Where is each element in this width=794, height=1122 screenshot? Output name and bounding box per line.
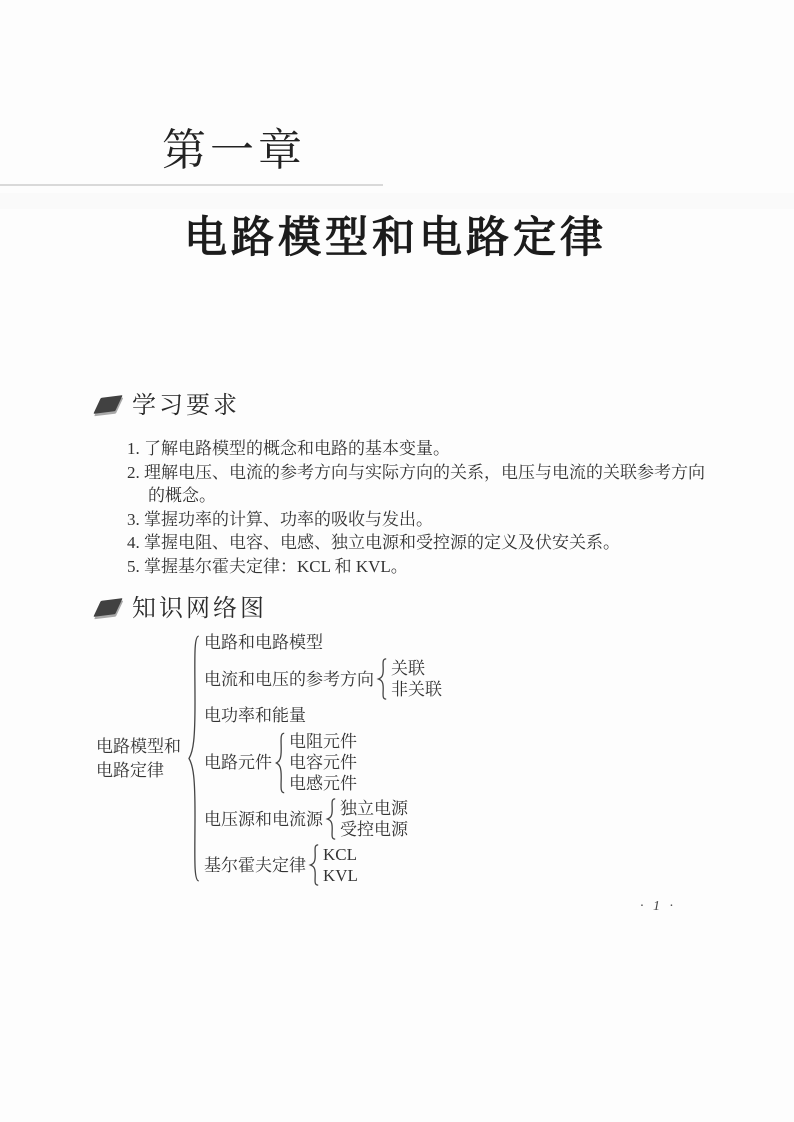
requirement-item: 4. 掌握电阻、电容、电感、独立电源和受控源的定义及伏安关系。 bbox=[127, 533, 620, 552]
brace-icon bbox=[376, 658, 388, 700]
section-title-requirements: 学习要求 bbox=[132, 393, 240, 419]
chapter-divider bbox=[0, 184, 383, 186]
section-header-requirements bbox=[97, 385, 240, 420]
knowledge-network-diagram bbox=[96, 631, 442, 886]
branch-label: 基尔霍夫定律 bbox=[204, 855, 306, 875]
diagram-branches bbox=[201, 631, 442, 886]
diagram-root-line: 电路定律 bbox=[96, 760, 164, 780]
brace-icon bbox=[325, 798, 337, 840]
diagram-branch bbox=[204, 631, 442, 654]
branch-label: 电流和电压的参考方向 bbox=[204, 669, 374, 689]
branch-label: 电压源和电流源 bbox=[204, 809, 323, 829]
branch-label: 电功率和能量 bbox=[204, 706, 306, 725]
requirement-item: 3. 掌握功率的计算、功率的吸收与发出。 bbox=[127, 509, 433, 529]
book-icon bbox=[96, 395, 120, 413]
book-icon bbox=[96, 598, 120, 616]
branch-child: 独立电源 bbox=[340, 799, 408, 818]
branch-children bbox=[388, 658, 442, 700]
requirement-item: 1. 了解电路模型的概念和电路的基本变量。 bbox=[127, 439, 450, 458]
diagram-branch bbox=[204, 658, 442, 700]
requirements-list bbox=[127, 437, 717, 578]
section-title-network: 知识网络图 bbox=[132, 596, 267, 622]
branch-child: 电容元件 bbox=[289, 753, 357, 772]
section-header-network bbox=[97, 588, 267, 623]
branch-child: KCL bbox=[323, 845, 357, 864]
diagram-branch bbox=[204, 731, 442, 794]
branch-label: 电路和电路模型 bbox=[204, 633, 323, 652]
chapter-number: 第一章 bbox=[162, 126, 306, 175]
brace-icon bbox=[308, 844, 320, 886]
branch-child: 关联 bbox=[391, 659, 425, 678]
branch-label: 电路元件 bbox=[204, 753, 272, 772]
diagram-branch bbox=[204, 798, 442, 840]
branch-child: 电感元件 bbox=[289, 774, 357, 793]
brace-icon bbox=[186, 631, 201, 886]
page-number: · 1 · bbox=[640, 899, 676, 914]
diagram-branch bbox=[204, 704, 442, 727]
diagram-branch bbox=[204, 844, 442, 886]
branch-child: 非关联 bbox=[391, 680, 442, 699]
diagram-root-line: 电路模型和 bbox=[96, 736, 181, 756]
branch-child: KVL bbox=[323, 866, 358, 885]
requirement-item: 2. 理解电压、电流的参考方向与实际方向的关系，电压与电流的关联参考方向的概念。 bbox=[127, 462, 705, 505]
brace-icon bbox=[274, 732, 286, 794]
branch-child: 电阻元件 bbox=[289, 732, 357, 751]
requirement-item: 5. 掌握基尔霍夫定律：KCL 和 KVL。 bbox=[127, 556, 408, 576]
branch-children bbox=[286, 731, 357, 794]
branch-child: 受控电源 bbox=[340, 820, 408, 839]
diagram-root-label bbox=[96, 735, 186, 783]
branch-children bbox=[337, 798, 408, 840]
branch-children bbox=[320, 844, 358, 886]
chapter-title: 电路模型和电路定律 bbox=[184, 215, 607, 262]
